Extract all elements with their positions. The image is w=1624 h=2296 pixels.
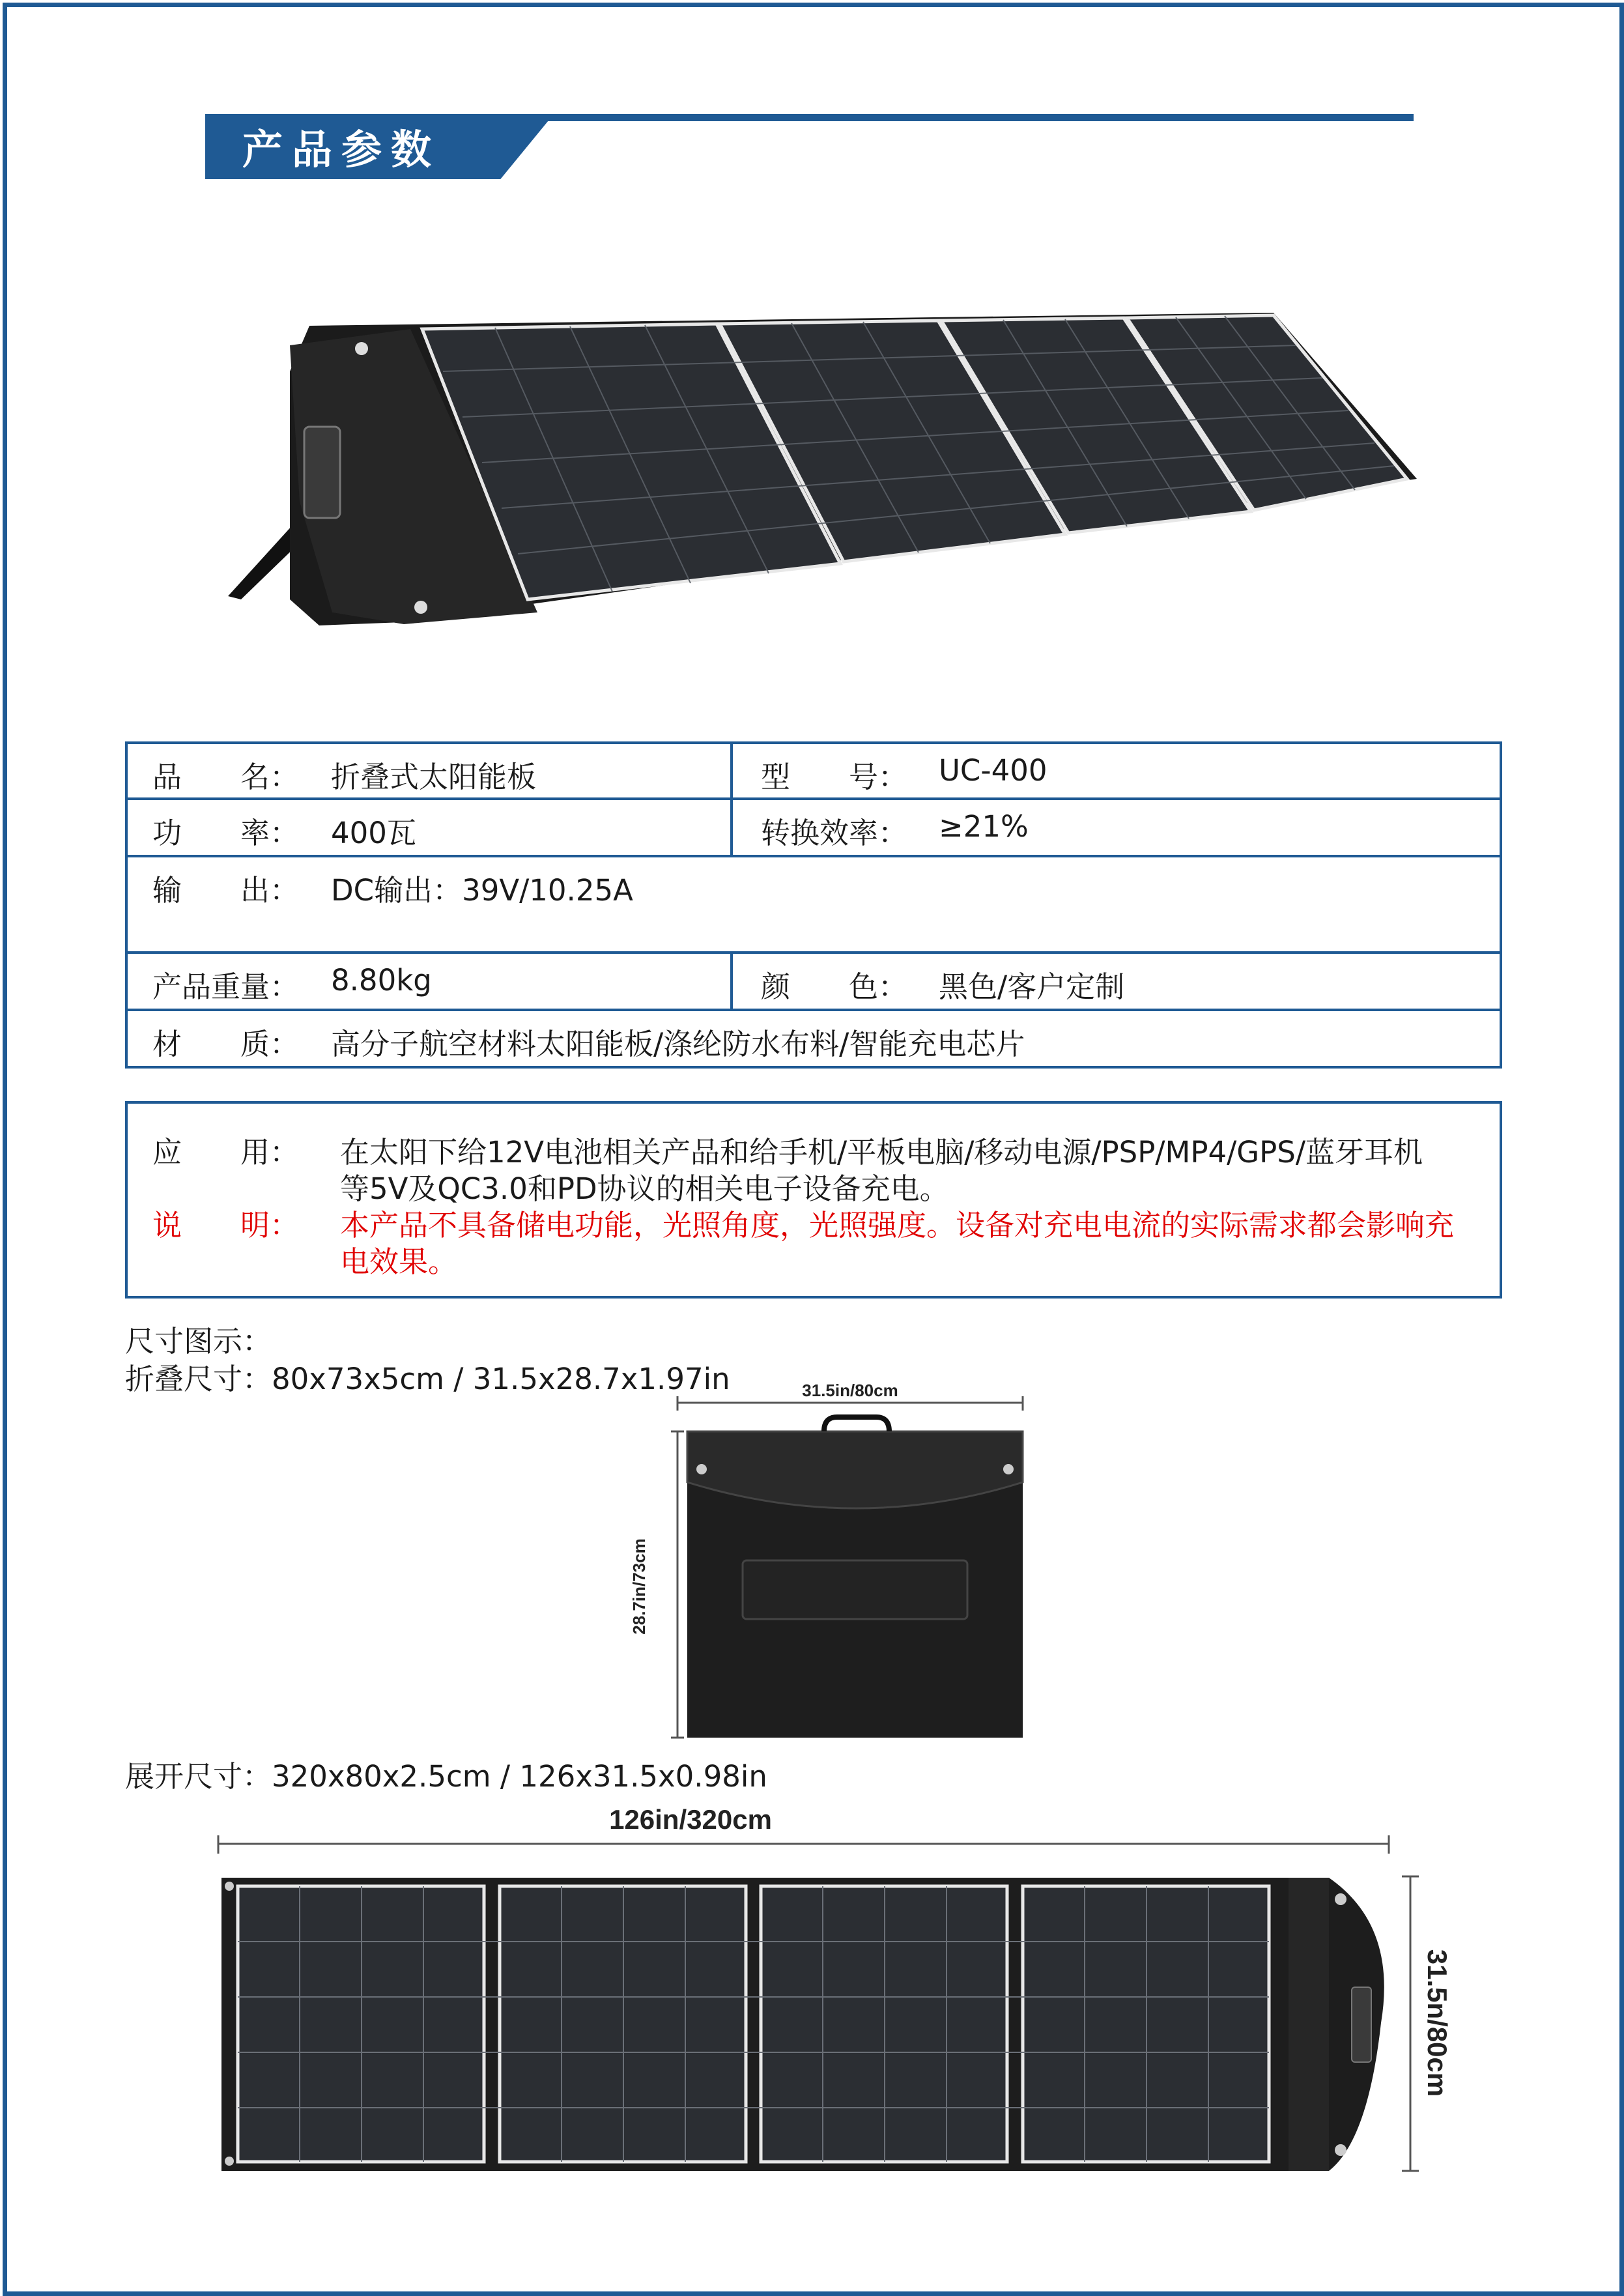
grommet xyxy=(355,342,368,355)
application-label: 应 用： xyxy=(152,1135,300,1170)
efficiency-value: ≥21% xyxy=(939,809,1029,844)
controller-box xyxy=(304,427,340,518)
spec-row-name xyxy=(128,744,1500,797)
column-divider xyxy=(730,744,733,797)
name-value: 折叠式太阳能板 xyxy=(331,760,537,794)
spec-table xyxy=(125,741,1502,1069)
weight-label: 产品重量： xyxy=(152,969,300,1004)
side-handle xyxy=(743,1560,967,1619)
application-line-1: 在太阳下给12V电池相关产品和给手机/平板电脑/移动电源/PSP/MP4/GPS/蓝牙耳机 xyxy=(340,1135,1423,1170)
grommet xyxy=(225,2157,234,2166)
dimension-heading: 尺寸图示： xyxy=(125,1324,272,1358)
spec-row-output xyxy=(128,855,1500,951)
carry-handle xyxy=(824,1417,889,1431)
note-label: 说 明： xyxy=(152,1208,300,1242)
unfolded-width-label: 126in/320cm xyxy=(609,1804,772,1835)
name-label: 品 名： xyxy=(152,760,300,794)
controller-box xyxy=(1352,1987,1371,2062)
material-label: 材 质： xyxy=(152,1027,300,1061)
power-label: 功 率： xyxy=(152,816,300,850)
note-line-2: 电效果。 xyxy=(340,1244,458,1279)
folded-diagram xyxy=(629,1371,1033,1749)
color-label: 颜 色： xyxy=(761,969,908,1004)
grommet xyxy=(1335,2144,1346,2156)
output-label: 输 出： xyxy=(152,873,300,908)
grommet xyxy=(1003,1464,1014,1474)
folded-width-label: 31.5in/80cm xyxy=(802,1381,898,1400)
note-line-1: 本产品不具备储电功能，光照角度，光照强度。设备对充电电流的实际需求都会影响充 xyxy=(340,1208,1455,1242)
grommet xyxy=(225,1882,234,1891)
grommet xyxy=(696,1464,707,1474)
power-value: 400瓦 xyxy=(331,816,416,850)
application-line-2: 等5V及QC3.0和PD协议的相关电子设备充电。 xyxy=(340,1171,949,1206)
section-title: 产品参数 xyxy=(242,126,441,173)
flap-seam xyxy=(1289,1878,1329,2171)
spec-row-material xyxy=(128,1009,1500,1066)
color-value: 黑色/客户定制 xyxy=(939,969,1125,1004)
material-value: 高分子航空材料太阳能板/涤纶防水布料/智能充电芯片 xyxy=(331,1027,1025,1061)
grommet xyxy=(1335,1893,1346,1905)
model-value: UC-400 xyxy=(939,753,1047,788)
unfolded-size-text: 展开尺寸：320x80x2.5cm / 126x31.5x0.98in xyxy=(125,1759,767,1794)
efficiency-label: 转换效率： xyxy=(761,816,908,850)
column-divider xyxy=(730,954,733,1009)
spec-row-weight xyxy=(128,951,1500,1009)
product-hero-image xyxy=(215,306,1420,658)
application-box xyxy=(125,1101,1502,1299)
folded-size-text: 折叠尺寸：80x73x5cm / 31.5x28.7x1.97in xyxy=(125,1362,730,1396)
grommet xyxy=(414,601,427,614)
unfolded-diagram xyxy=(215,1801,1453,2186)
output-value: DC输出：39V/10.25A xyxy=(331,873,633,908)
header-rule xyxy=(205,114,1414,121)
folded-height-label: 28.7in/73cm xyxy=(629,1538,649,1635)
model-label: 型 号： xyxy=(761,760,908,794)
spec-row-power xyxy=(128,797,1500,855)
unfolded-height-label: 31.5n/80cm xyxy=(1422,1949,1453,2097)
weight-value: 8.80kg xyxy=(331,963,432,997)
column-divider xyxy=(730,800,733,855)
